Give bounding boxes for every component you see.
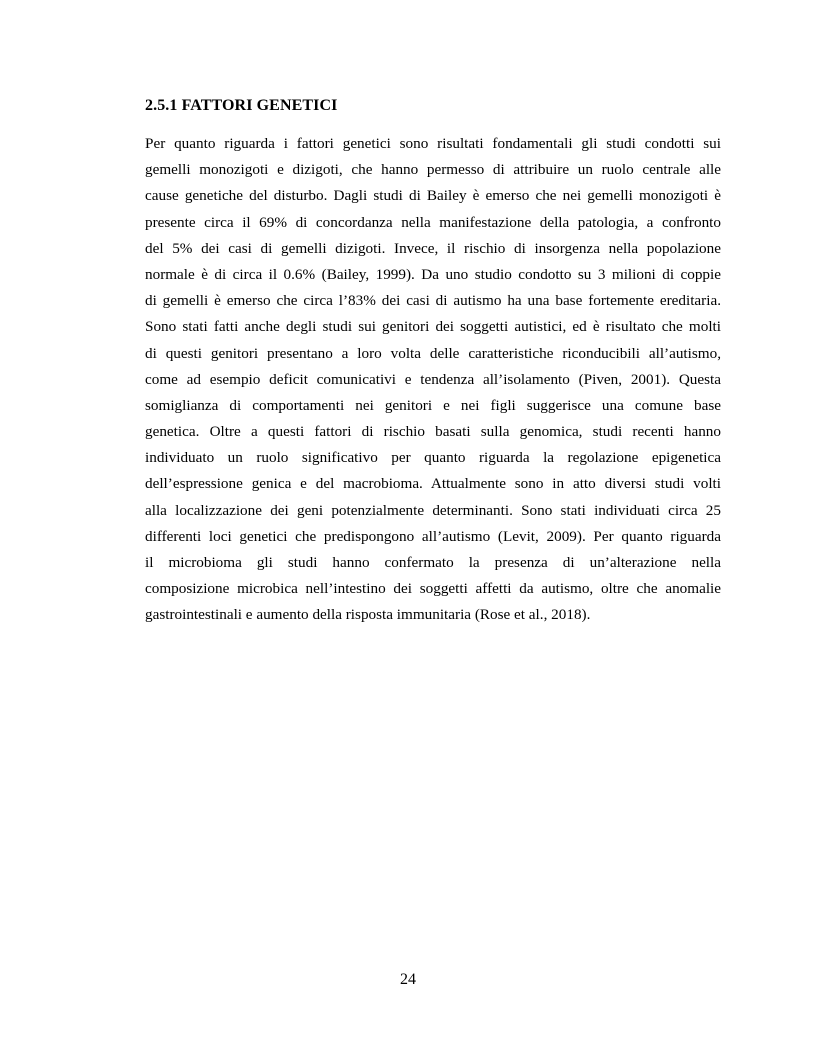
paragraph-line: del 5% dei casi di gemelli dizigoti. Invece, il rischio di insorgenza nella popolazione [145,239,721,257]
paragraph-line: gastrointestinali e aumento della risposta immunitaria (Rose et al., 2018). [145,606,591,624]
paragraph-line: alla localizzazione dei geni potenzialmente determinanti. Sono stati individuati circa 25 [145,501,721,519]
paragraph-line: presente circa il 69% di concordanza nella manifestazione della patologia, a confronto [145,213,721,231]
body-paragraph [145,131,721,629]
paragraph-line: Per quanto riguarda i fattori genetici sono risultati fondamentali gli studi condotti sui [145,135,721,152]
paragraph-line: individuato un ruolo significativo per quanto riguarda la regolazione epigenetica [145,449,721,467]
paragraph-line: composizione microbica nell’intestino dei soggetti affetti da autismo, oltre che anomalie [145,580,721,598]
section-heading: 2.5.1 FATTORI GENETICI [145,97,338,114]
paragraph-line: dell’espressione genica e del macrobioma. Attualmente sono in atto diversi studi volti [145,475,721,493]
paragraph-line: cause genetiche del disturbo. Dagli studi di Bailey è emerso che nei gemelli monozigoti è [145,187,721,205]
paragraph-line: il microbioma gli studi hanno confermato la presenza di un’alterazione nella [145,554,721,571]
paragraph-line: differenti loci genetici che predispongono all’autismo (Levit, 2009). Per quanto riguarda [145,527,721,545]
paragraph-line: di questi genitori presentano a loro volta delle caratteristiche riconducibili all’autismo, [145,344,721,362]
paragraph-line: gemelli monozigoti e dizigoti, che hanno permesso di attribuire un ruolo centrale alle [145,161,721,179]
paragraph-line: normale è di circa il 0.6% (Bailey, 1999). Da uno studio condotto su 3 milioni di coppie [145,265,721,283]
paragraph-line: somiglianza di comportamenti nei genitori e nei figli suggerisce una comune base [145,396,721,414]
paragraph-line: Sono stati fatti anche degli studi sui genitori dei soggetti autistici, ed è risultato che molti [145,318,721,336]
paragraph-line: di gemelli è emerso che circa l’83% dei casi di autismo ha una base fortemente ereditaria. [145,292,721,310]
paragraph-line: come ad esempio deficit comunicativi e tendenza all’isolamento (Piven, 2001). Questa [145,370,721,388]
page-number: 24 [400,971,416,988]
paragraph-line: genetica. Oltre a questi fattori di rischio basati sulla genomica, studi recenti hanno [145,423,721,441]
